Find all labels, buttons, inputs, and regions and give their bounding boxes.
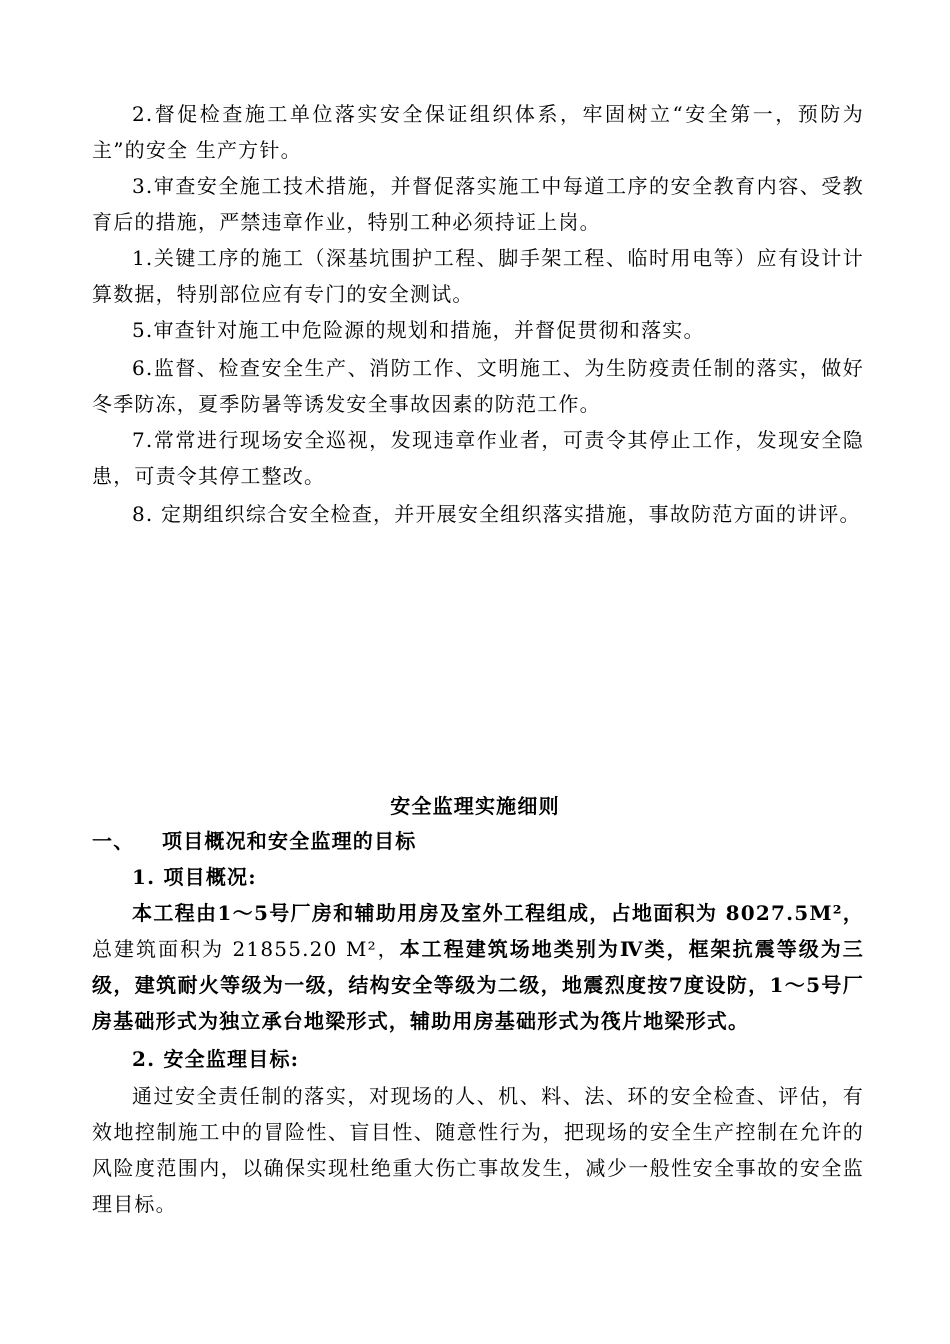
list-item-5: 5.审查针对施工中危险源的规划和措施，并督促贯彻和落实。: [132, 318, 705, 342]
section-heading-number: 一、: [92, 829, 135, 853]
goal-paragraph: 通过安全责任制的落实，对现场的人、机、料、法、环的安全检查、评估，有效地控制施工中的冒险性、盲目性、随意性行为，把现场的安全生产控制在允许的风险度范围内，以确保实现杜绝重大伤亡事故发生，减少一般性安全事故的安全监理目标。: [92, 1084, 864, 1216]
overview-paragraph: [92, 895, 864, 1039]
subheading-goal: 2. 安全监理目标:: [132, 1047, 300, 1071]
overview-part3: 本工程建筑场地类别为Ⅳ类，框架抗震等级为三级，建筑耐火等级为一级，结构安全等级为二级，地震烈度按7度设防，1～5号厂房基础形式为独立承台地梁形式，辅助用房基础形式为筏片地梁形式。: [92, 937, 864, 1033]
list-item-4: 1.关键工序的施工（深基坑围护工程、脚手架工程、临时用电等）应有设计计算数据，特别部位应有专门的安全测试。: [92, 246, 864, 306]
section-heading-text: 项目概况和安全监理的目标: [162, 829, 417, 853]
section-heading: [92, 823, 864, 859]
overview-part1: 本工程由1～5号厂房和辅助用房及室外工程组成，占地面积为 8027.5M²，: [132, 901, 864, 925]
section-title: 安全监理实施细则: [390, 794, 560, 818]
list-item-2: 2.督促检查施工单位落实安全保证组织体系，牢固树立“安全第一，预防为主”的安全 生产方针。: [92, 102, 864, 162]
list-item-3: 3.审查安全施工技术措施，并督促落实施工中每道工序的安全教育内容、受教育后的措施，严禁违章作业，特别工种必须持证上岗。: [92, 174, 864, 234]
list-item-7: 7.常常进行现场安全巡视，发现违章作业者，可责令其停止工作，发现安全隐患，可责令其停工整改。: [92, 428, 864, 488]
list-item-6: 6.监督、检查安全生产、消防工作、文明施工、为生防疫责任制的落实，做好冬季防冻，夏季防暑等诱发安全事故因素的防范工作。: [92, 356, 864, 416]
list-item-8: 8. 定期组织综合安全检查，并开展安全组织落实措施，事故防范方面的讲评。: [132, 502, 861, 526]
overview-part2: 总建筑面积为 21855.20 M²，: [92, 937, 400, 961]
subheading-overview: 1. 项目概况:: [132, 865, 257, 889]
